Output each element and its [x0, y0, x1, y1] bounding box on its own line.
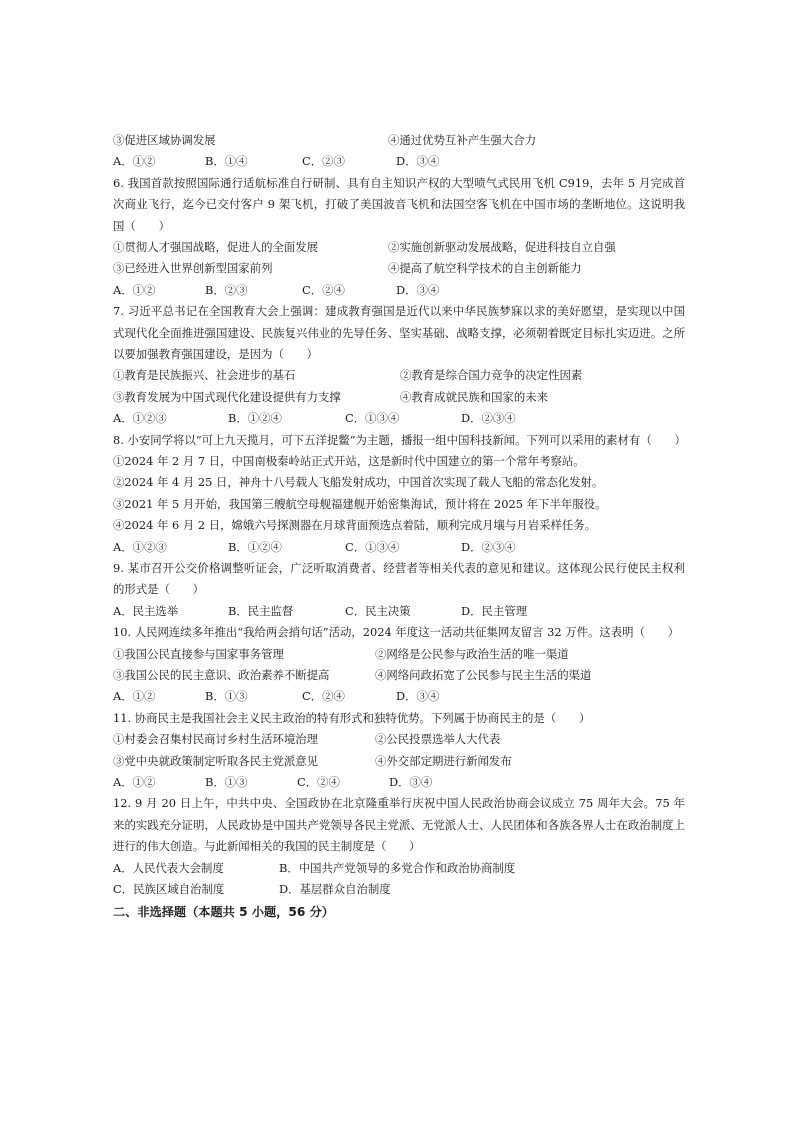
q6-option-a[interactable]: A．①②: [113, 282, 156, 297]
q10-items-row-2: [113, 665, 685, 686]
q7-option-c[interactable]: C．①③④: [345, 411, 400, 426]
q9-option-d[interactable]: D．民主管理: [461, 603, 528, 618]
q8-option-b[interactable]: B．①②④: [228, 539, 282, 554]
q6-item-3: ③已经进入世界创新型国家前列: [113, 261, 273, 276]
q5-item-3: ③促进区域协调发展: [113, 133, 216, 147]
q10-item-2: ②网络是公民参与政治生活的唯一渠道: [375, 646, 569, 661]
q12-option-c[interactable]: C．民族区域自治制度: [113, 881, 225, 896]
q10-option-b[interactable]: B．①③: [205, 689, 248, 704]
q7-stem: 7. 习近平总书记在全国教育大会上强调：建成教育强国是近代以来中华民族梦寐以求的美好愿望，是实现以中国式现代化全面推进强国建设、民族复兴伟业的先导任务、坚实基础、战略支撑，必须朝着既定目标扎实迈进。之所以要加强教育强国建设，是因为（ ）: [113, 304, 685, 361]
q11-items-row-2: [113, 751, 685, 772]
q10-options: [113, 686, 685, 707]
q5-option-c[interactable]: C．②③: [302, 154, 345, 169]
q11-option-a[interactable]: A．①②: [113, 774, 156, 789]
q10-option-d[interactable]: D．③④: [396, 689, 440, 704]
q11-option-b[interactable]: B．①③: [205, 774, 248, 789]
q7-item-2: ②教育是综合国力竞争的决定性因素: [400, 368, 583, 383]
q10-option-c[interactable]: C．②④: [302, 689, 345, 704]
q5-options: [113, 151, 685, 172]
q11-options: [113, 772, 685, 793]
q9-options: [113, 601, 685, 622]
q12-option-a[interactable]: A．人民代表大会制度: [113, 860, 224, 875]
q6-option-b[interactable]: B．②③: [205, 282, 248, 297]
q6-item-4: ④提高了航空科学技术的自主创新能力: [388, 261, 582, 276]
q6-item-1: ①贯彻人才强国战略，促进人的全面发展: [113, 240, 319, 254]
q8-options: [113, 537, 685, 558]
q7-item-4: ④教育成就民族和国家的未来: [400, 389, 549, 404]
q11-item-3: ③党中央就政策制定听取各民主党派意见: [113, 753, 319, 768]
q8-stem: 8. 小安同学将以“可上九天揽月，可下五洋捉鳖”为主题，播报一组中国科技新闻。下列可以采用的素材有（ ）: [113, 432, 686, 447]
q6-item-2: ②实施创新驱动发展战略，促进科技自立自强: [388, 240, 616, 254]
q9-option-a[interactable]: A．民主选举: [113, 603, 179, 618]
q7-item-1: ①教育是民族振兴、社会进步的基石: [113, 368, 296, 383]
q8-item-2: ②2024 年 4 月 25 日，神舟十八号载人飞船发射成功，中国首次实现了载人飞船的常态化发射。: [113, 475, 604, 490]
q6-items-row-1: [113, 237, 685, 258]
q5-option-b[interactable]: B．①④: [205, 154, 248, 169]
q8-item-4: ④2024 年 6 月 2 日，嫦娥六号探测器在月球背面预选点着陆，顺利完成月壤与月岩采样任务。: [113, 518, 597, 533]
q12-stem: 12. 9 月 20 日上午，中共中央、全国政协在北京隆重举行庆祝中国人民政治协商会议成立 75 周年大会。75 年来的实践充分证明，人民政协是中国共产党领导各民主党派、无党派人士、人民团体和各族各界人士在政治制度上进行的伟大创造。与此新闻相关的我国的民主制度是（ ）: [113, 796, 685, 854]
q7-option-b[interactable]: B．①②④: [228, 411, 282, 426]
q10-item-4: ④网络问政拓宽了公民参与民主生活的渠道: [375, 667, 592, 682]
q9-stem: 9. 某市召开公交价格调整听证会，广泛听取消费者、经营者等相关代表的意见和建议。这体现公民行使民主权利的形式是（ ）: [113, 560, 685, 597]
q8-item-3: ③2021 年 5 月开始，我国第三艘航空母舰福建舰开始密集海试，预计将在 2025 年下半年服役。: [113, 496, 607, 511]
q5-items-row: [113, 130, 685, 151]
q10-items-row-1: [113, 644, 685, 665]
q6-option-d[interactable]: D．③④: [396, 282, 440, 297]
q7-options: [113, 408, 685, 429]
q5-option-d[interactable]: D．③④: [396, 154, 440, 169]
q8-option-c[interactable]: C．①③④: [345, 539, 400, 554]
q8-item-1: ①2024 年 2 月 7 日，中国南极秦岭站正式开站，这是新时代中国建立的第一个常年考察站。: [113, 453, 585, 468]
q12-options-row-2: [113, 879, 685, 900]
q11-stem: 11. 协商民主是我国社会主义民主政治的特有形式和独特优势。下列属于协商民主的是（ ）: [113, 710, 591, 725]
q12-option-d[interactable]: D．基层群众自治制度: [279, 881, 391, 896]
q11-option-d[interactable]: D．③④: [389, 774, 433, 789]
q7-items-row-1: [113, 365, 685, 386]
q11-item-4: ④外交部定期进行新闻发布: [375, 753, 512, 768]
q5-item-4: ④通过优势互补产生强大合力: [388, 133, 537, 147]
q6-options: [113, 280, 685, 301]
q6-items-row-2: [113, 258, 685, 279]
q6-stem: 6. 我国首款按照国际通行适航标准自行研制、具有自主知识产权的大型喷气式民用飞机 C919，去年 5 月完成首次商业飞行，迄今已交付客户 9 架飞机，打破了美国波音飞机和法国空客飞机在中国市场的垄断地位。这说明我国（ ）: [113, 175, 685, 233]
q7-option-a[interactable]: A．①②③: [113, 411, 167, 426]
q8-option-d[interactable]: D．②③④: [461, 539, 516, 554]
q11-items-row-1: [113, 729, 685, 750]
q11-item-1: ①村委会召集村民商讨乡村生活环境治理: [113, 732, 319, 747]
section-title: 二、非选择题（本题共 5 小题，56 分）: [113, 905, 334, 920]
exam-page: [113, 130, 685, 924]
q11-option-c[interactable]: C．②④: [297, 774, 340, 789]
q12-option-b[interactable]: B．中国共产党领导的多党合作和政治协商制度: [279, 860, 516, 875]
q10-item-3: ③我国公民的民主意识、政治素养不断提高: [113, 667, 330, 682]
q11-item-2: ②公民投票选举人大代表: [375, 732, 501, 747]
q7-option-d[interactable]: D．②③④: [461, 411, 516, 426]
q9-option-b[interactable]: B．民主监督: [228, 603, 294, 618]
q7-item-3: ③教育发展为中国式现代化建设提供有力支撑: [113, 389, 341, 404]
q12-options-row-1: [113, 858, 685, 879]
q10-option-a[interactable]: A．①②: [113, 689, 156, 704]
q6-option-c[interactable]: C．②④: [302, 282, 345, 297]
q9-option-c[interactable]: C．民主决策: [345, 603, 411, 618]
q5-option-a[interactable]: A．①②: [113, 154, 156, 169]
q10-item-1: ①我国公民直接参与国家事务管理: [113, 646, 284, 661]
q10-stem: 10. 人民网连续多年推出“我给两会捎句话”活动，2024 年度这一活动共征集网友留言 32 万件。这表明（ ）: [113, 625, 680, 640]
q7-items-row-2: [113, 387, 685, 408]
q8-option-a[interactable]: A．①②③: [113, 539, 167, 554]
